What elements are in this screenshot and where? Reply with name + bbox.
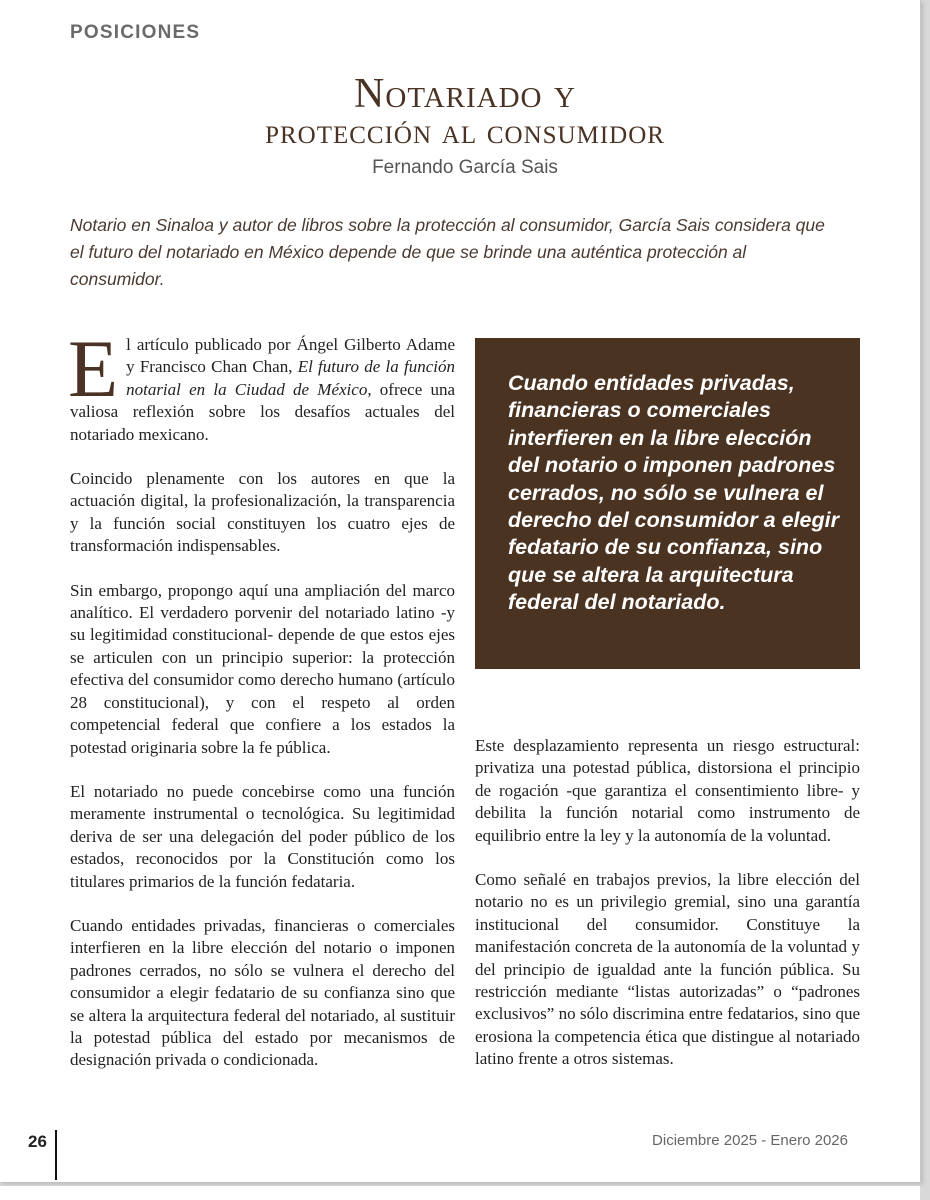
intro-deck: Notario en Sinaloa y autor de libros sobre la protección al consumidor, García Sais considera que el futuro del notariado en México depende de que se brinde una auténtica protección al consumidor. [70, 215, 825, 289]
footer-divider [55, 1130, 57, 1180]
pull-quote-box [475, 338, 860, 669]
page-number: 26 [28, 1132, 47, 1151]
body-column-left [68, 323, 455, 1094]
author-name: Fernando García Sais [372, 157, 558, 178]
body-paragraph-6: Este desplazamiento representa un riesgo estructural: privatiza una potestad pública, distorsiona el principio de rogación -que garantiza el consentimiento libre- y debilita la función notarial como instrumento de equilibrio entre la ley y la autonomía de la voluntad. [475, 736, 860, 845]
body-paragraph-3: Sin embargo, propongo aquí una ampliación del marco analítico. El verdadero porvenir del notariado latino -y su legitimidad constitucional- depende de que estos ejes se articulen con un principio superior: la protección efectiva del consumidor como derecho humano (artículo 28 constitucional), y con el respeto al orden competencial federal que confiere a los estados la potestad originaria sobre la fe pública. [70, 580, 455, 757]
section-label: POSICIONES [70, 22, 201, 43]
next-page-edge [0, 1186, 920, 1200]
paragraph-text: , ofrece una valiosa reflexión sobre los desafíos actuales del notariado mexicano. [70, 379, 455, 444]
body-paragraph-1 [68, 323, 455, 446]
article-title-line-2: protección al consumidor [265, 112, 665, 151]
cited-article-title: El futuro de la función notarial en la Ciudad de México [126, 357, 455, 399]
body-paragraph-5: Cuando entidades privadas, financieras o comerciales interfieren en la libre elección del notario o imponen padrones cerrados, no sólo se vulnera el derecho del consumidor a elegir fedatario de su confianza sino que se altera la arquitectura federal del notariado, al sustituir la potestad pública del estado por mecanismos de designación privada o condicionada. [70, 915, 455, 1070]
body-paragraph-2: Coincido plenamente con los autores en que la actuación digital, la profesionalización, la transparencia y la función social constituyen los cuatro ejes de transformación indispensables. [70, 469, 455, 556]
drop-cap: E [68, 323, 119, 414]
body-column-right [475, 735, 860, 1093]
issue-date: Diciembre 2025 - Enero 2026 [652, 1132, 848, 1149]
pull-quote-text: Cuando entidades privadas, financieras o comerciales interfieren en la libre elección del notario o imponen padrones cerrados, no sólo se vulnera el derecho del consumidor a elegir fedatario de su confianza, sino que se altera la arquitectura federal del notariado. [508, 371, 839, 615]
body-paragraph-4: El notariado no puede concebirse como una función meramente instrumental o tecnológica. Su legitimidad deriva de ser una delegación del poder público de los estados, reconocidos por la Constitución como los titulares primarios de la función fedataria. [70, 781, 455, 891]
body-paragraph-7: Como señalé en trabajos previos, la libre elección del notario no es un privilegio gremial, sino una garantía institucional del consumidor. Constituye la manifestación concreta de la autonomía de la voluntad y del principio de igualdad ante la función pública. Su restricción mediante “listas autorizadas” o “padrones exclusivos” no sólo discrimina entre fedatarios, sino que erosiona la competencia ética que distingue al notariado latino frente a otros sistemas. [475, 870, 860, 1069]
paragraph-text: l artículo publicado por Ángel Gilberto Adame y Francisco Chan Chan, [126, 335, 455, 377]
article-title-line-1: Notariado y [354, 71, 576, 117]
